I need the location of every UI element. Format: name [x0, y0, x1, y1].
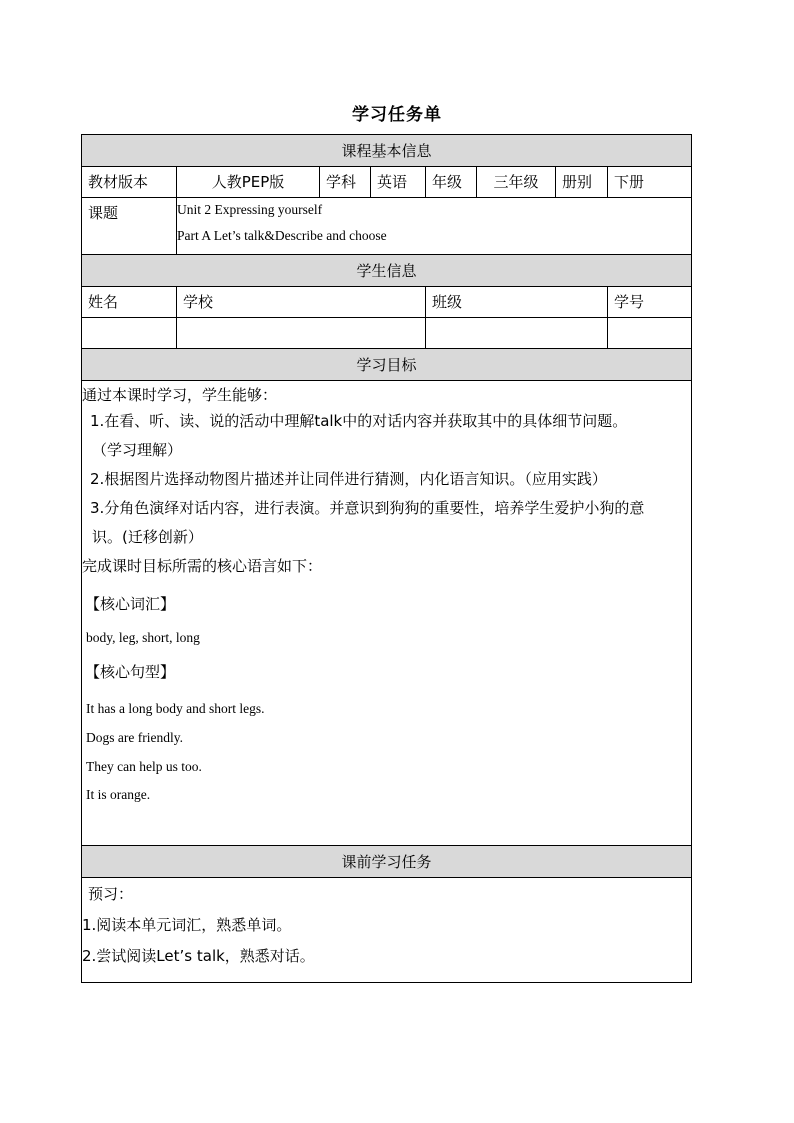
sentence-header: 【核心句型】 — [85, 663, 176, 681]
pre-tasks-content-row — [82, 878, 692, 983]
topic-line-part: Part A Let’s talk&Describe and choose — [177, 228, 387, 243]
grade-label: 年级 — [426, 167, 477, 198]
course-meta-row — [82, 167, 692, 198]
sentence-2: Dogs are friendly. — [86, 730, 183, 745]
textbook-value: 人教PEP版 — [177, 167, 320, 198]
name-value-cell[interactable] — [82, 318, 177, 349]
pre-tasks-header: 课前学习任务 — [82, 846, 692, 878]
textbook-label: 教材版本 — [82, 167, 177, 198]
vocab-header: 【核心词汇】 — [85, 595, 176, 613]
topic-label: 课题 — [82, 198, 177, 255]
goal-item-2: 2.根据图片选择动物图片描述并让同伴进行猜测，内化语言知识。（应用实践） — [90, 470, 607, 488]
pre-task-1: 1.阅读本单元词汇，熟悉单词。 — [82, 916, 292, 934]
goal-item-1: 1.在看、听、读、说的活动中理解talk中的对话内容并获取其中的具体细节问题。 — [90, 412, 628, 430]
goals-header-row — [82, 349, 692, 381]
pre-tasks-header-row — [82, 846, 692, 878]
goals-header: 学习目标 — [82, 349, 692, 381]
page-title: 学习任务单 — [352, 105, 442, 125]
volume-label: 册别 — [556, 167, 608, 198]
goal-item-3: 3.分角色演绎对话内容，进行表演。并意识到狗狗的重要性，培养学生爱护小狗的意 — [90, 499, 645, 517]
subject-value: 英语 — [371, 167, 426, 198]
student-id-value-cell[interactable] — [608, 318, 692, 349]
student-values-row — [82, 318, 692, 349]
pre-task-2: 2.尝试阅读Let’s talk，熟悉对话。 — [82, 947, 315, 965]
school-value-cell[interactable] — [177, 318, 426, 349]
topic-value — [177, 198, 692, 255]
core-language-intro: 完成课时目标所需的核心语言如下： — [82, 557, 323, 575]
class-label: 班级 — [426, 287, 608, 318]
goals-content — [82, 381, 692, 846]
goals-intro: 通过本课时学习，学生能够： — [82, 386, 278, 404]
goal-item-3-cont: 识。(迁移创新） — [92, 528, 203, 546]
course-info-header-row — [82, 135, 692, 167]
grade-value: 三年级 — [477, 167, 556, 198]
task-sheet-table — [81, 134, 692, 983]
student-info-header-row — [82, 255, 692, 287]
sentence-4: It is orange. — [86, 787, 151, 802]
student-labels-row — [82, 287, 692, 318]
class-value-cell[interactable] — [426, 318, 608, 349]
sentence-3: They can help us too. — [86, 759, 202, 774]
topic-line-unit: Unit 2 Expressing yourself — [177, 202, 323, 217]
sentence-1: It has a long body and short legs. — [86, 701, 265, 716]
pre-tasks-label: 预习： — [88, 885, 134, 903]
vocab-list: body, leg, short, long — [86, 630, 200, 645]
pre-tasks-content — [82, 878, 692, 983]
goal-item-1-cont: （学习理解） — [92, 441, 183, 459]
volume-value: 下册 — [608, 167, 692, 198]
student-info-header: 学生信息 — [82, 255, 692, 287]
subject-label: 学科 — [320, 167, 371, 198]
student-id-label: 学号 — [608, 287, 692, 318]
school-label: 学校 — [177, 287, 426, 318]
topic-row — [82, 198, 692, 255]
goals-content-row — [82, 381, 692, 846]
course-info-header: 课程基本信息 — [82, 135, 692, 167]
name-label: 姓名 — [82, 287, 177, 318]
